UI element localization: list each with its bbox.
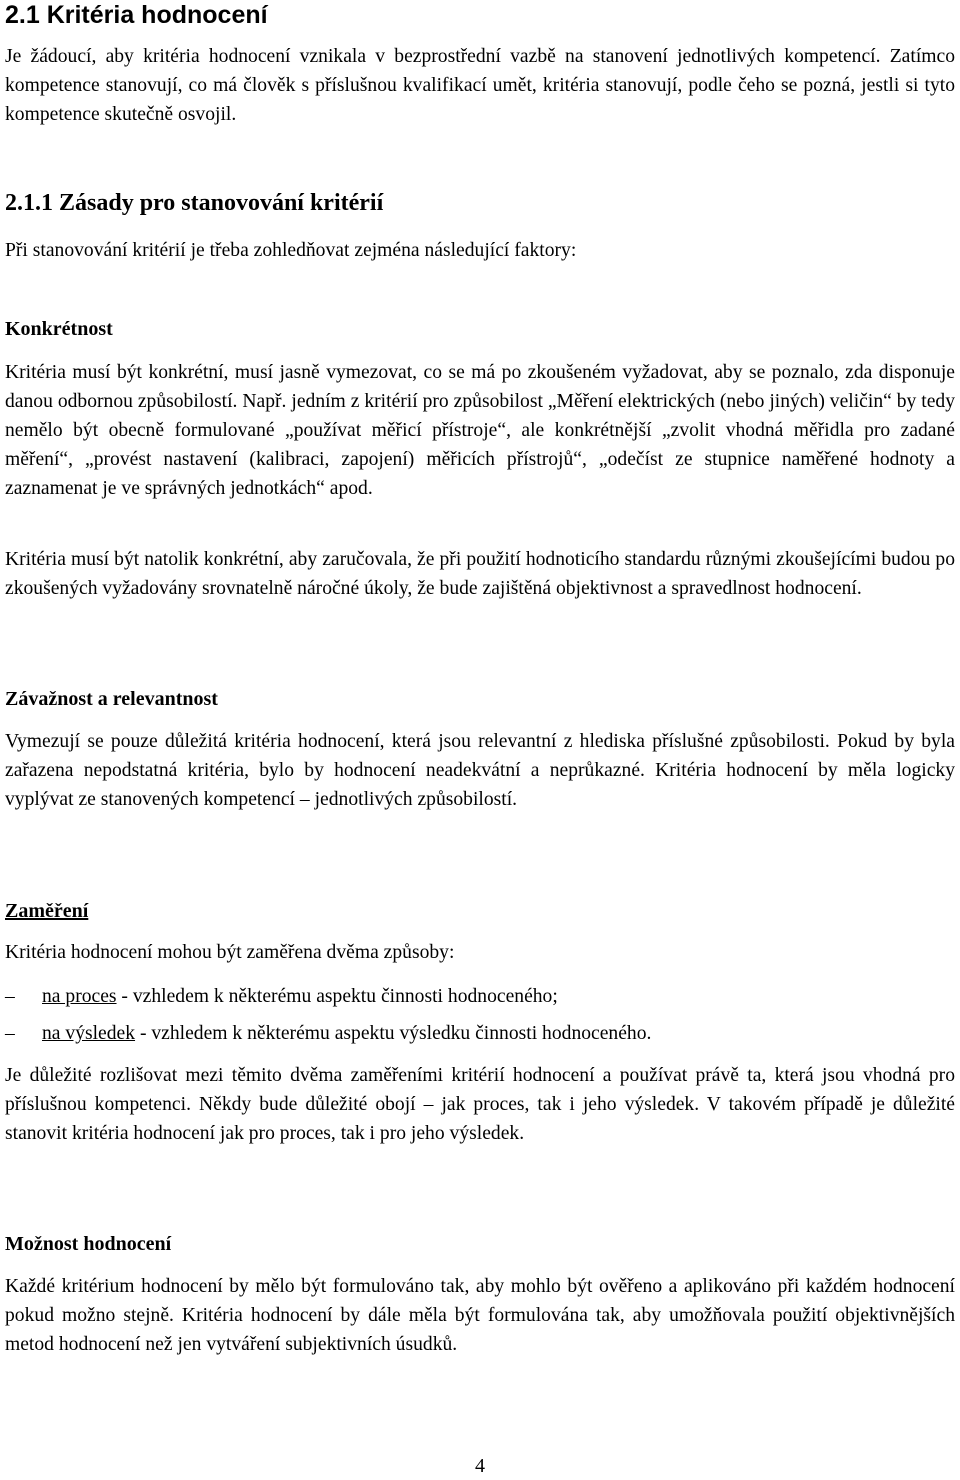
list-dash: – [5,1023,15,1044]
konkretnost-paragraph-1: Kritéria musí být konkrétní, musí jasně vymezovat, co se má po zkoušeném vyžadovat, aby se poznalo, zda disponuje danou odbornou způsobilostí. Např. jedním z kritérií pro způsobilost „Měření elektrických (nebo jiných) veličin“ by tedy nemělo být obecně formulované „používat měřicí přístroje“, ale konkrétnější „zvolit vhodná měřidla pro zadané měření“, „provést nastavení (kalibraci, zapojení) měřicích přístrojů“, „odečíst ze stupnice naměřené hodnoty a zaznamenat je ve správných jednotkách“ apod. [5,362,955,499]
section-intro: Je žádoucí, aby kritéria hodnocení vznikala v bezprostřední vazbě na stanovení jednotlivých kompetencí. Zatímco kompetence stanovují, co má člověk s příslušnou kvalifikací umět, kritéria stanovují, podle čeho se pozná, jestli si tyto kompetence skutečně osvojil. [5,46,955,125]
moznost-paragraph-1: Každé kritérium hodnocení by mělo být formulováno tak, aby mohlo být ověřeno a aplikováno při každém hodnocení pokud možno stejně. Kritéria hodnocení by dále měla být formulována tak, aby umožňovala použití objektivnějších metod hodnocení než jen vytváření subjektivních úsudků. [5,1276,955,1355]
list-item-text [42,1019,651,1048]
heading-zamereni-text: Zaměření [5,900,89,922]
page-number: 4 [475,1455,485,1477]
konkretnost-paragraph-2: Kritéria musí být natolik konkrétní, aby zaručovala, že při použití hodnoticího standardu různými zkoušejícími budou po zkoušených vyžadovány srovnatelně náročné úkoly, že bude zajištěná objektivnost a spravedlnost hodnocení. [5,549,955,599]
zavaznost-paragraph-1: Vymezují se pouze důležitá kritéria hodnocení, která jsou relevantní z hlediska příslušné způsobilosti. Pokud by byla zařazena nepodstatná kritéria, bylo by hodnocení neadekvátní a neprůkazné. Kritéria hodnocení by měla logicky vyplývat ze stanovených kompetencí – jednotlivých způsobilostí. [5,731,955,810]
heading-moznost: Možnost hodnocení [5,1233,172,1255]
list-item-rest: - vzhledem k některému aspektu výsledku činnosti hodnoceného. [135,1023,652,1044]
heading-konkretnost: Konkrétnost [5,318,113,340]
heading-zamereni [5,897,88,925]
list-item-term: na výsledek [42,1023,136,1044]
list-item-term: na proces [42,986,117,1007]
list-item-rest: - vzhledem k některému aspektu činnosti hodnoceného; [116,986,558,1007]
zamereni-intro: Kritéria hodnocení mohou být zaměřena dvěma způsoby: [5,942,455,963]
heading-zavaznost: Závažnost a relevantnost [5,688,218,710]
zamereni-paragraph-1: Je důležité rozlišovat mezi těmito dvěma zaměřeními kritérií hodnocení a používat právě ta, která jsou vhodná pro příslušnou kompetenci. Někdy bude důležité obojí – jak proces, tak i jeho výsledek. V takovém případě je důležité stanovit kritéria hodnocení jak pro proces, tak i pro jeho výsledek. [5,1065,955,1144]
list-dash: – [5,986,15,1007]
subsection-intro: Při stanovování kritérií je třeba zohledňovat zejména následující faktory: [5,240,577,261]
section-title: 2.1 Kritéria hodnocení [5,1,268,29]
subsection-title: 2.1.1 Zásady pro stanovování kritérií [5,190,384,216]
list-item-text [42,982,558,1011]
